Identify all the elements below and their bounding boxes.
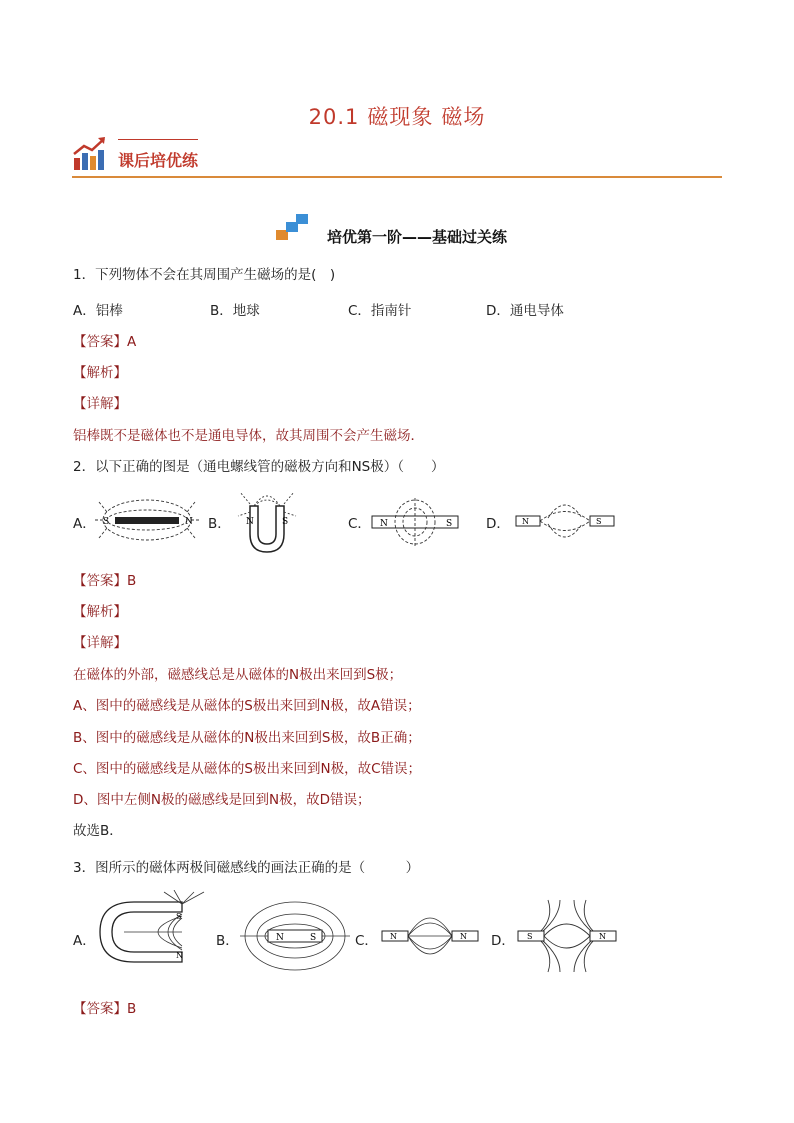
q2-figure-a xyxy=(95,490,200,550)
svg-text:S: S xyxy=(176,912,182,921)
q1-option-d: D．通电导体 xyxy=(486,303,564,319)
section-title: 培优第一阶——基础过关练 xyxy=(326,228,507,246)
q3-figure-a xyxy=(94,890,214,970)
q2-detail: 【详解】 xyxy=(73,635,127,651)
q2-explain-line-3: B、图中的磁感线是从磁体的N极出来回到S极，故B正确； xyxy=(73,730,421,746)
q2-figure-d xyxy=(512,492,617,552)
svg-text:N: N xyxy=(176,951,183,960)
q1-option-a: A．铝棒 xyxy=(73,303,123,319)
q2-label-c: C． xyxy=(348,516,371,532)
header-label: 课后培优练 xyxy=(118,151,199,170)
q3-figure-d xyxy=(514,898,620,974)
svg-text:N: N xyxy=(380,519,388,529)
q2-label-a: A． xyxy=(73,516,96,532)
q2-figure-b xyxy=(232,486,302,556)
q2-explain-line-4: C、图中的磁感线是从磁体的S极出来回到N极，故C错误； xyxy=(73,761,422,777)
q2-explain-line-5: D、图中左侧N极的磁感线是回到N极，故D错误； xyxy=(73,792,371,808)
svg-text:S: S xyxy=(446,519,453,529)
q2-answer: 【答案】B xyxy=(73,573,137,589)
svg-text:S: S xyxy=(596,517,602,526)
q1-analysis: 【解析】 xyxy=(73,365,127,381)
q3-label-a: A． xyxy=(73,933,96,949)
q3-stem: 3．图所示的磁体两极间磁感线的画法正确的是（ ） xyxy=(73,860,420,876)
q1-detail: 【详解】 xyxy=(73,396,127,412)
svg-text:N: N xyxy=(390,932,397,941)
q3-figure-c xyxy=(378,900,483,972)
q3-answer: 【答案】B xyxy=(73,1001,137,1017)
header-rule xyxy=(72,176,722,178)
svg-text:N: N xyxy=(246,517,254,527)
q2-label-d: D． xyxy=(486,516,510,532)
q1-answer: 【答案】A xyxy=(73,334,137,350)
q2-explain-line-6: 故选B． xyxy=(73,823,123,839)
svg-text:N: N xyxy=(276,933,284,943)
page-title: 20.1 磁现象 磁场 xyxy=(308,105,486,129)
q1-option-b: B．地球 xyxy=(210,303,260,319)
header-accent-line xyxy=(118,139,198,140)
q3-label-d: D． xyxy=(491,933,515,949)
svg-text:S: S xyxy=(282,517,289,527)
q1-option-c: C．指南针 xyxy=(348,303,412,319)
svg-text:N: N xyxy=(599,932,606,941)
q1-explanation: 铝棒既不是磁体也不是通电导体，故其周围不会产生磁场． xyxy=(73,428,424,444)
svg-text:N: N xyxy=(185,517,193,527)
q2-figure-c xyxy=(368,494,463,550)
svg-text:S: S xyxy=(310,933,317,943)
svg-text:N: N xyxy=(522,517,529,526)
q2-label-b: B． xyxy=(208,516,231,532)
q2-explain-line-1: 在磁体的外部，磁感线总是从磁体的N极出来回到S极； xyxy=(73,667,403,683)
q2-explain-line-2: A、图中的磁感线是从磁体的S极出来回到N极，故A错误； xyxy=(73,698,421,714)
q2-analysis: 【解析】 xyxy=(73,604,127,620)
q3-figure-b xyxy=(238,896,353,976)
q3-label-b: B． xyxy=(216,933,239,949)
q3-label-c: C． xyxy=(355,933,378,949)
svg-text:S: S xyxy=(527,932,533,941)
q1-stem: 1．下列物体不会在其周围产生磁场的是( ) xyxy=(73,267,336,283)
svg-text:N: N xyxy=(460,932,467,941)
svg-text:S: S xyxy=(103,517,110,527)
bar-chart-arrow-icon xyxy=(72,136,108,172)
q2-stem: 2．以下正确的图是（通电螺线管的磁极方向和NS极）（ ） xyxy=(73,459,445,475)
